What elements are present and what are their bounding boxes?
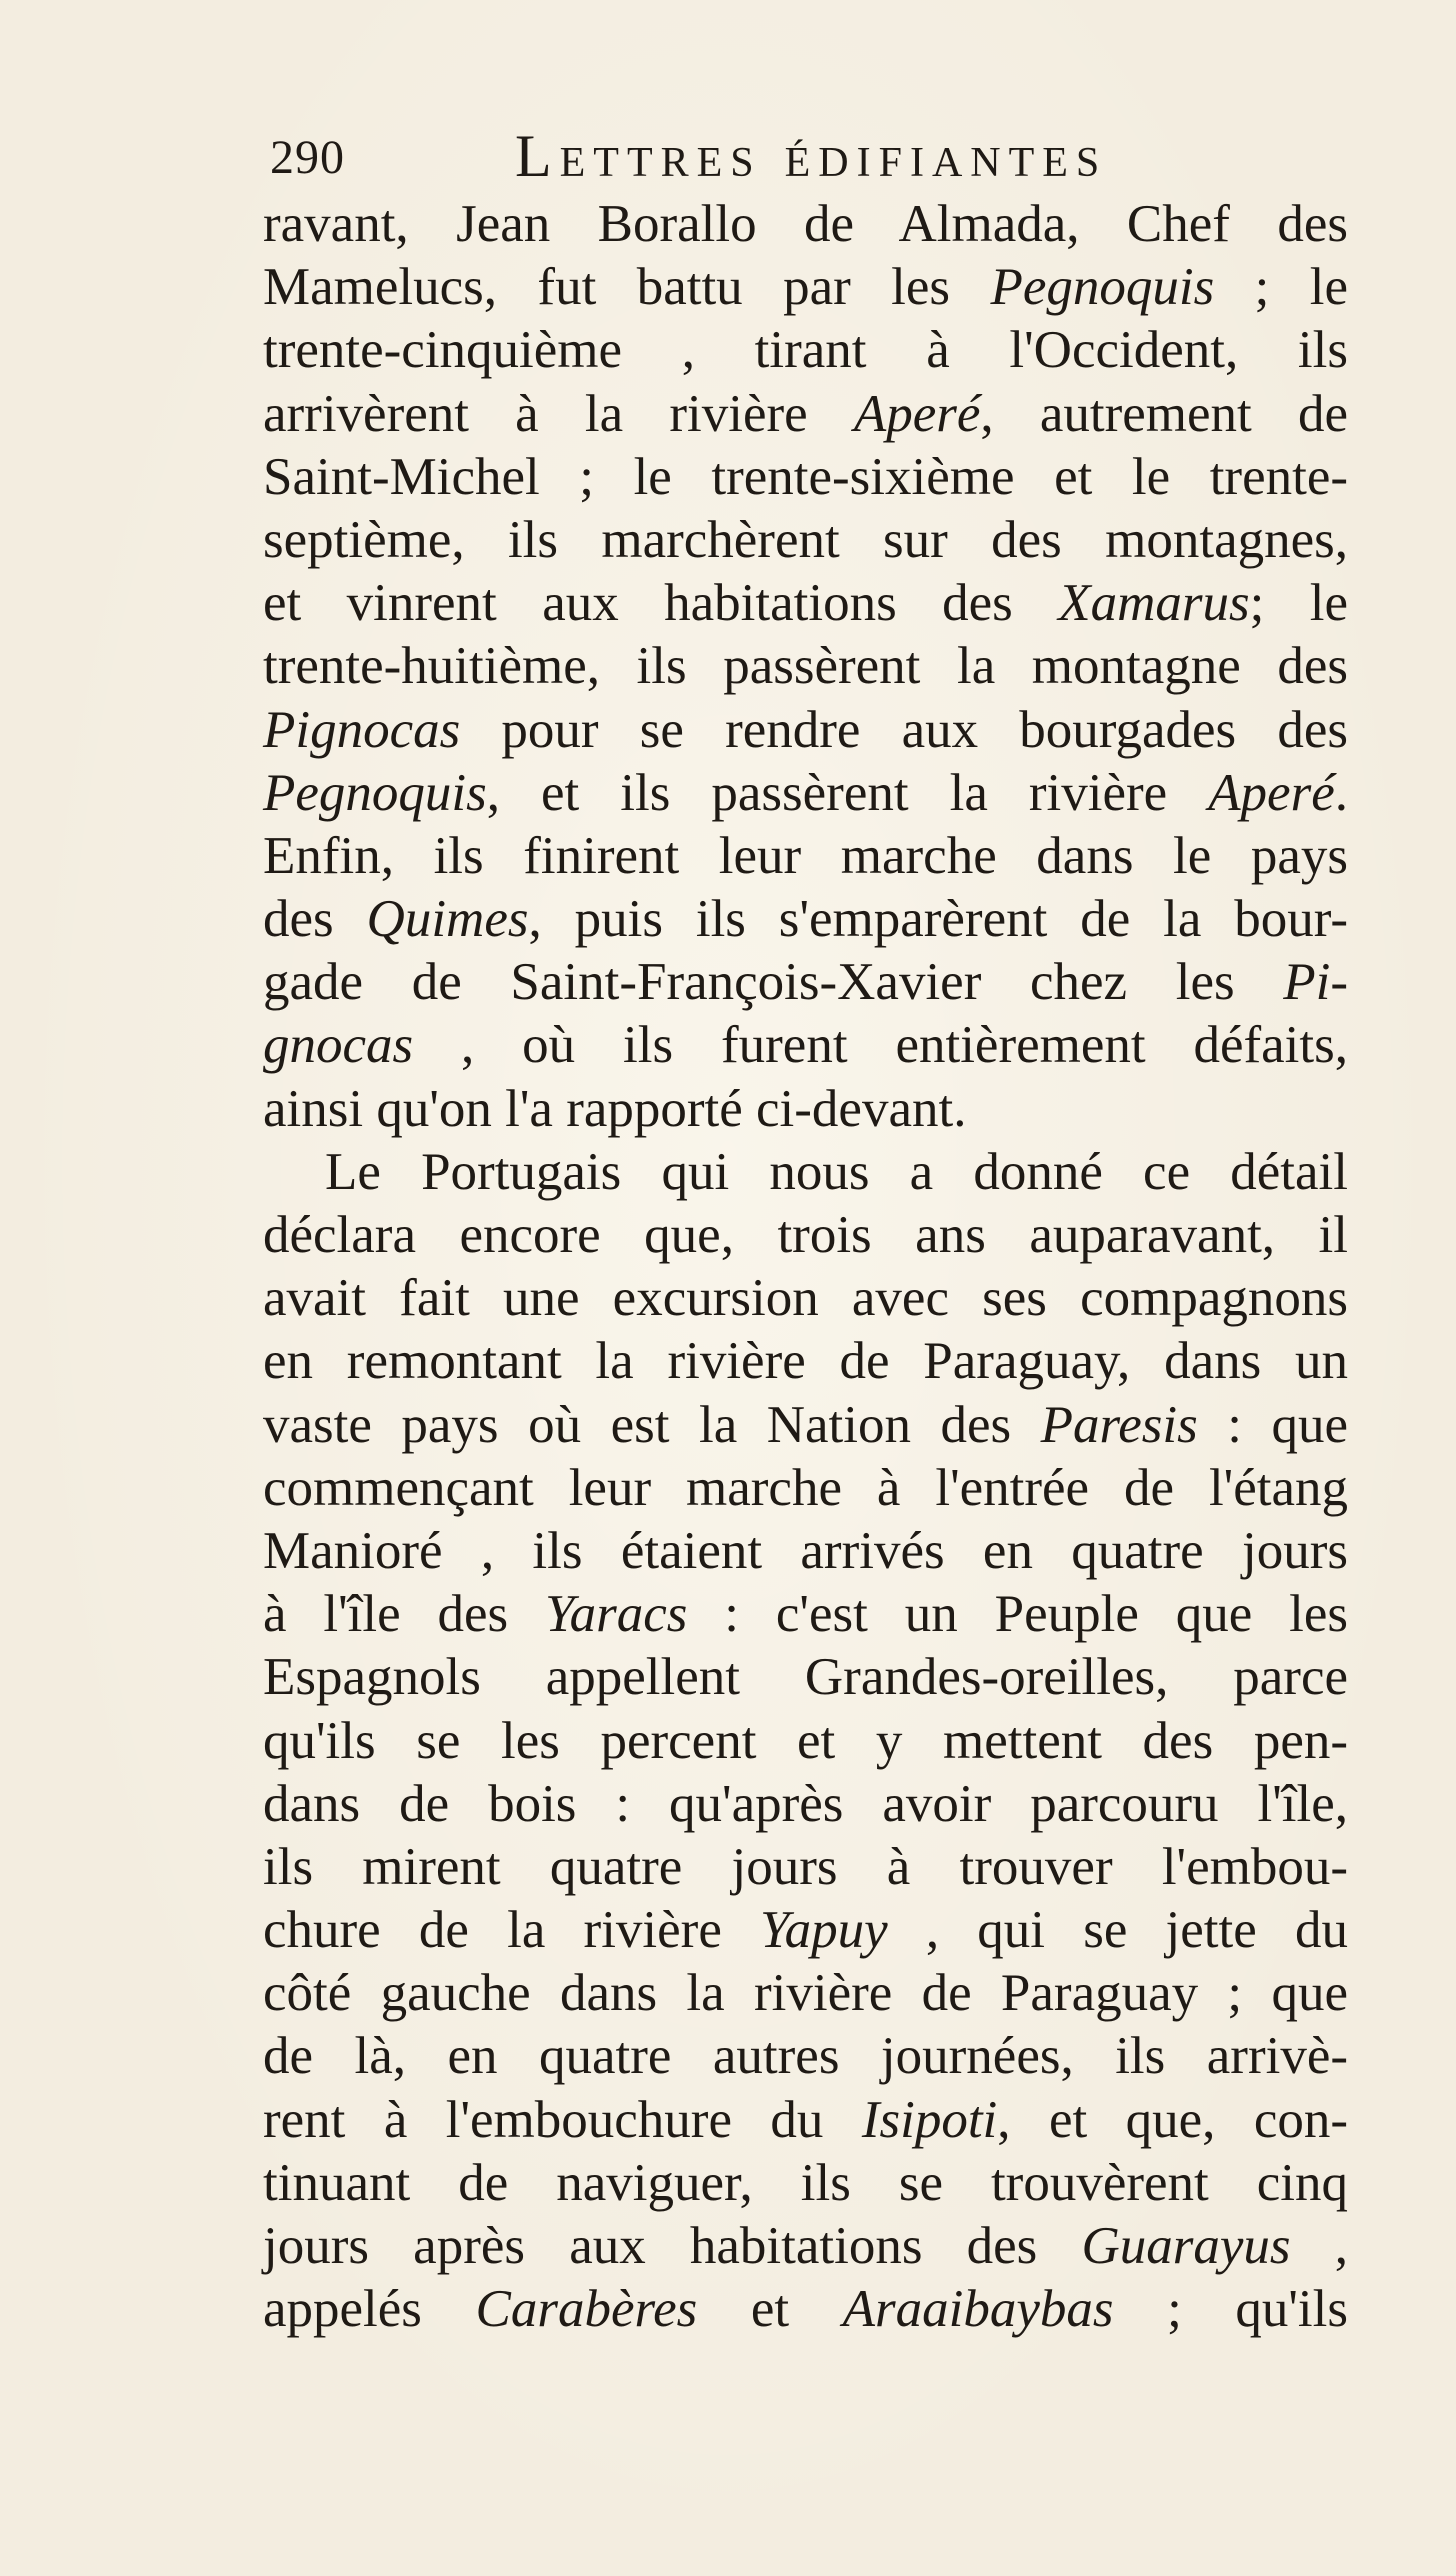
text-segment: Manioré , ils étaient arrivés en quatre jours (263, 1521, 1348, 1580)
text-segment: , puis ils s'emparèrent de la bour- (528, 890, 1348, 949)
text-line (263, 951, 1348, 1014)
italic-name: gnocas (263, 1016, 414, 1075)
text-segment: ; qu'ils (1113, 2280, 1348, 2339)
italic-name: Pegnoquis (990, 258, 1215, 317)
text-segment: pour se rendre aux bourgades des (460, 700, 1348, 759)
text-line (263, 1710, 1348, 1773)
text-segment: rent à l'embouchure du (263, 2090, 862, 2149)
text-segment: jours après aux habitations des (263, 2217, 1082, 2275)
text-segment: arrivèrent à la rivière (263, 384, 854, 443)
text-segment: Saint-Michel ; le trente-sixième et le trente- (263, 447, 1348, 506)
text-segment: de là, en quatre autres journées, ils arrivè- (263, 2027, 1348, 2086)
running-title: Lettres édifiantes (515, 123, 1108, 189)
italic-name: Carabères (475, 2280, 698, 2339)
text-line (263, 635, 1348, 698)
text-segment: Enfin, ils finirent leur marche dans le pays (263, 826, 1348, 885)
text-segment: trente-huitième, ils passèrent la montagne des (263, 637, 1348, 696)
italic-name: Araaibaybas (842, 2280, 1114, 2339)
text-segment: vaste pays où est la Nation des (263, 1395, 1041, 1454)
text-segment: ; le (1214, 258, 1348, 317)
running-head (270, 122, 1190, 202)
text-segment: , autrement de (980, 384, 1348, 443)
text-segment: ainsi qu'on l'a rapporté ci-devant. (263, 1079, 967, 1138)
italic-name: Paresis (1040, 1395, 1198, 1454)
text-segment: appelés (263, 2280, 476, 2339)
text-line (263, 572, 1348, 635)
text-line (263, 319, 1348, 382)
text-segment: , (1290, 2217, 1348, 2275)
text-line (263, 2025, 1348, 2088)
italic-name: Pi- (1283, 953, 1348, 1012)
italic-name: Guarayus (1081, 2217, 1291, 2275)
text-line (263, 1773, 1348, 1836)
text-segment: qu'ils se les percent et y mettent des pen- (263, 1711, 1348, 1770)
text-line (263, 1267, 1348, 1330)
text-segment: commençant leur marche à l'entrée de l'étang (263, 1458, 1348, 1517)
text-line (263, 1583, 1348, 1646)
text-segment: Le Portugais qui nous a donné ce détail (325, 1142, 1348, 1201)
text-segment: en remontant la rivière de Paraguay, dans un (263, 1332, 1348, 1391)
text-segment: Mamelucs, fut battu par les (263, 258, 991, 317)
text-segment: , et que, con- (997, 2090, 1348, 2149)
text-line (263, 446, 1348, 509)
text-line (263, 762, 1348, 825)
italic-name: Quimes (366, 890, 529, 949)
text-line (263, 1962, 1348, 2025)
text-segment: ravant, Jean Borallo de Almada, Chef des (263, 195, 1348, 253)
text-line (263, 256, 1348, 319)
text-line (263, 509, 1348, 572)
text-line (263, 1078, 1348, 1141)
text-segment: . (1334, 763, 1348, 822)
text-segment: septième, ils marchèrent sur des montagnes, (263, 510, 1348, 569)
text-line (263, 2152, 1348, 2215)
text-line (263, 2278, 1348, 2341)
text-line (263, 1141, 1348, 1204)
text-segment: et vinrent aux habitations des (263, 574, 1059, 633)
italic-name: Aperé (853, 384, 981, 443)
text-segment: à l'île des (263, 1585, 546, 1644)
text-line (263, 1520, 1348, 1583)
text-segment: : que (1197, 1395, 1348, 1454)
text-line (263, 1646, 1348, 1709)
italic-name: Yapuy (760, 1901, 888, 1960)
body-text (263, 193, 1348, 2341)
italic-name: Aperé (1208, 763, 1335, 822)
text-segment: gade de Saint-François-Xavier chez les (263, 953, 1284, 1012)
text-line (263, 383, 1348, 446)
text-segment: côté gauche dans la rivière de Paraguay ; que (263, 1964, 1348, 2023)
text-segment: des (263, 890, 367, 949)
text-segment: Espagnols appellent Grandes-oreilles, parce (263, 1648, 1348, 1707)
text-line (263, 2215, 1348, 2278)
text-segment: tinuant de naviguer, ils se trouvèrent cinq (263, 2153, 1348, 2212)
text-segment: : c'est un Peuple que les (687, 1585, 1348, 1644)
text-segment: déclara encore que, trois ans auparavant, il (263, 1206, 1348, 1264)
text-line (263, 1014, 1348, 1077)
text-segment: avait fait une excursion avec ses compagnons (263, 1269, 1348, 1328)
page-number: 290 (270, 131, 345, 184)
italic-name: Yaracs (545, 1585, 688, 1644)
text-segment: , qui se jette du (887, 1901, 1348, 1960)
italic-name: Isipoti (861, 2090, 998, 2149)
text-line (263, 193, 1348, 256)
text-line (263, 1836, 1348, 1899)
text-line (263, 1457, 1348, 1520)
text-line (263, 699, 1348, 762)
text-segment: dans de bois : qu'après avoir parcouru l'île, (263, 1774, 1348, 1833)
text-line (263, 1394, 1348, 1457)
text-line (263, 1330, 1348, 1393)
text-segment: trente-cinquième , tirant à l'Occident, ils (263, 321, 1348, 380)
text-segment: , où ils furent entièrement défaits, (413, 1016, 1348, 1075)
text-segment: ils mirent quatre jours à trouver l'embou- (263, 1837, 1348, 1896)
text-line (263, 1899, 1348, 1962)
text-line (263, 888, 1348, 951)
italic-name: Xamarus (1058, 574, 1250, 633)
text-segment: ; le (1249, 574, 1348, 633)
italic-name: Pignocas (263, 700, 461, 759)
text-segment: , et ils passèrent la rivière (486, 763, 1209, 822)
italic-name: Pegnoquis (263, 763, 487, 822)
text-segment: chure de la rivière (263, 1901, 761, 1960)
text-line (263, 1204, 1348, 1267)
text-line (263, 2089, 1348, 2152)
text-line (263, 825, 1348, 888)
text-segment: et (697, 2280, 843, 2339)
